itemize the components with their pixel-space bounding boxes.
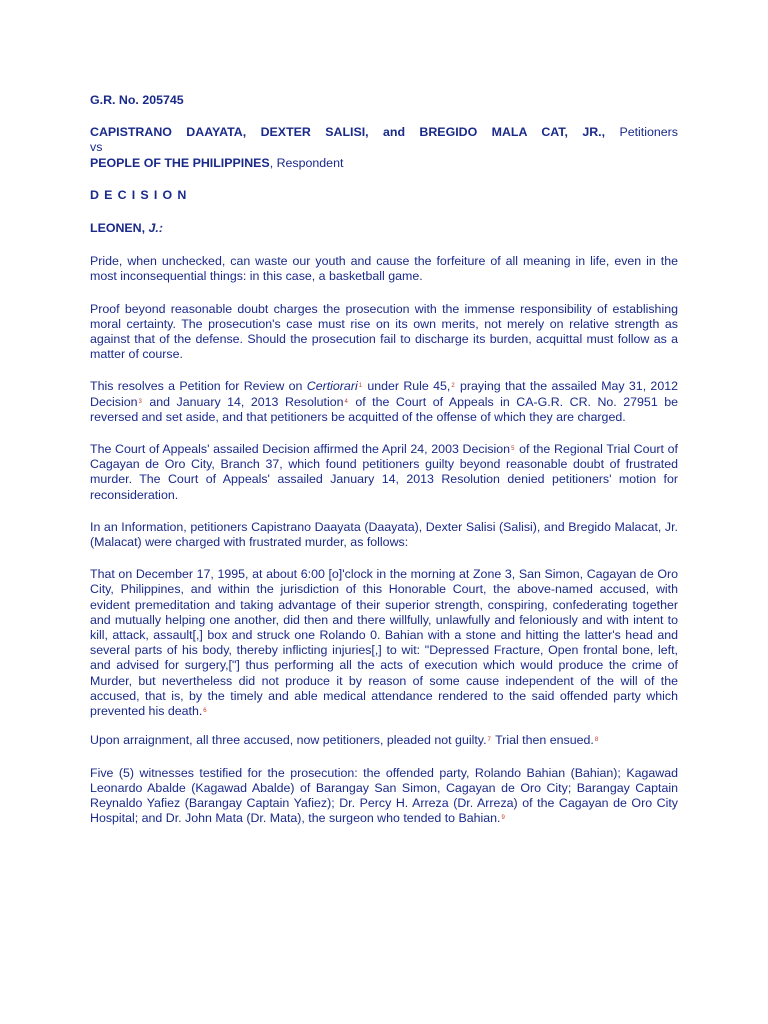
paragraph-8: [90, 766, 678, 827]
footnote-link-2[interactable]: 2: [451, 383, 455, 390]
p3-text-e: of the Court of Appeals in CA-G.R. CR. No. 27951 be reversed and set aside, and that petitioners be acquitted of the offense of which they are charged.: [90, 394, 678, 424]
footnote-link-8[interactable]: 8: [594, 737, 599, 744]
p4-text-b: of the Regional Trial Court of Cagayan de Oro City, Branch 37, which found petitioners guilty beyond reasonable doubt of frustrated murder. The Court of Appeals' assailed January 14, 2013 Resolution denied petitioners' motion for reconsideration.: [90, 442, 678, 502]
footnote-link-4[interactable]: 4: [344, 398, 348, 405]
footnote-link-9[interactable]: 9: [501, 815, 505, 822]
footnote-link-6[interactable]: 6: [203, 708, 207, 715]
p4-text-a: The Court of Appeals' assailed Decision affirmed the April 24, 2003 Decision: [90, 442, 511, 457]
ponente-name: LEONEN,: [90, 221, 146, 236]
ponente-suffix: J.:: [148, 221, 163, 236]
case-number: G.R. No. 205745: [90, 93, 184, 107]
petitioners-line: [90, 125, 678, 140]
p8-text: Five (5) witnesses testified for the prosecution: the offended party, Rolando Bahian (Bahian); Kagawad Leonardo Abalde (Kagawad Abalde) of Barangay San Simon, Cagayan de Oro City; Barangay Captain Reynaldo Yafiez (Barangay Captain Yafiez); Dr. Percy H. Arreza (Dr. Arreza) of the Cagayan de Oro City Hospital; and Dr. John Mata (Dr. Mata), the surgeon who tended to Bahian.: [90, 765, 678, 826]
petitioners-names: CAPISTRANO DAAYATA, DEXTER SALISI, and BREGIDO MALA CAT, JR.,: [90, 125, 606, 140]
information-quote: [90, 567, 678, 719]
ponente: [90, 221, 678, 236]
paragraph-4: [90, 442, 678, 503]
p3-text-d: and January 14, 2013 Resolution: [142, 394, 344, 409]
footnote-link-5[interactable]: 5: [511, 446, 515, 453]
p7-text-a: Upon arraignment, all three accused, now petitioners, pleaded not guilty.: [90, 733, 487, 748]
footnote-link-1[interactable]: 1: [358, 383, 363, 390]
footnote-link-7[interactable]: 7: [487, 737, 491, 744]
footnote-link-3[interactable]: 3: [138, 398, 142, 405]
p3-italic-certiorari: Certiorari: [306, 379, 358, 394]
paragraph-3: [90, 379, 678, 425]
document-page: [90, 93, 678, 843]
p3-text-b: under Rule 45,: [363, 379, 451, 394]
respondent-line: [90, 156, 678, 171]
paragraph-5: In an Information, petitioners Capistrano Daayata (Daayata), Dexter Salisi (Salisi), and Bregido Malacat, Jr. (Malacat) were charged with frustrated murder, as follows:: [90, 519, 678, 550]
p6-text: That on December 17, 1995, at about 6:00 [o]'clock in the morning at Zone 3, San Simon, Cagayan de Oro City, Philippines, and within the jurisdiction of this Honorable Court, the above-named accused, with evident premeditation and taking advantage of their superior strength, conspiring, confederating together and mutually helping one another, did then and there willfully, unlawfully and feloniously and with intent to kill, attack, assault[,] box and struck one Rolando 0. Bahian with a stone and hitting the latter's head and several parts of his body, thereby inflicting injuries[,] to wit: "Depressed Fracture, Open frontal bone, left, and advised for surgery,["] thus performing all the acts of execution which would produce the crime of Murder, but nevertheless did not produce it by reason of some cause independent of the will of the accused, that is, by the timely and able medical attendance rendered to the said offended party which prevented his death.: [90, 567, 678, 719]
p7-text-b: Trial then ensued.: [491, 733, 594, 748]
p3-text-c: praying that the assailed May 31, 2012 Decision: [90, 379, 678, 409]
decision-heading: DECISION: [90, 187, 192, 202]
versus: vs: [90, 140, 103, 155]
paragraph-1: Pride, when unchecked, can waste our youth and cause the forfeiture of all meaning in life, even in the most inconsequential things: in this case, a basketball game.: [90, 254, 678, 284]
paragraph-7: [90, 733, 678, 748]
respondent-role: , Respondent: [269, 155, 344, 170]
respondent-name: PEOPLE OF THE PHILIPPINES: [90, 155, 270, 170]
paragraph-2: Proof beyond reasonable doubt charges the prosecution with the immense responsibility of establishing moral certainty. The prosecution's case must rise on its own merits, not merely on relative strength as against that of the defense. Should the prosecution fail to discharge its burden, acquittal must follow as a matter of course.: [90, 301, 678, 362]
petitioners-role: Petitioners: [619, 125, 678, 140]
p3-text-a: This resolves a Petition for Review on: [90, 379, 307, 394]
